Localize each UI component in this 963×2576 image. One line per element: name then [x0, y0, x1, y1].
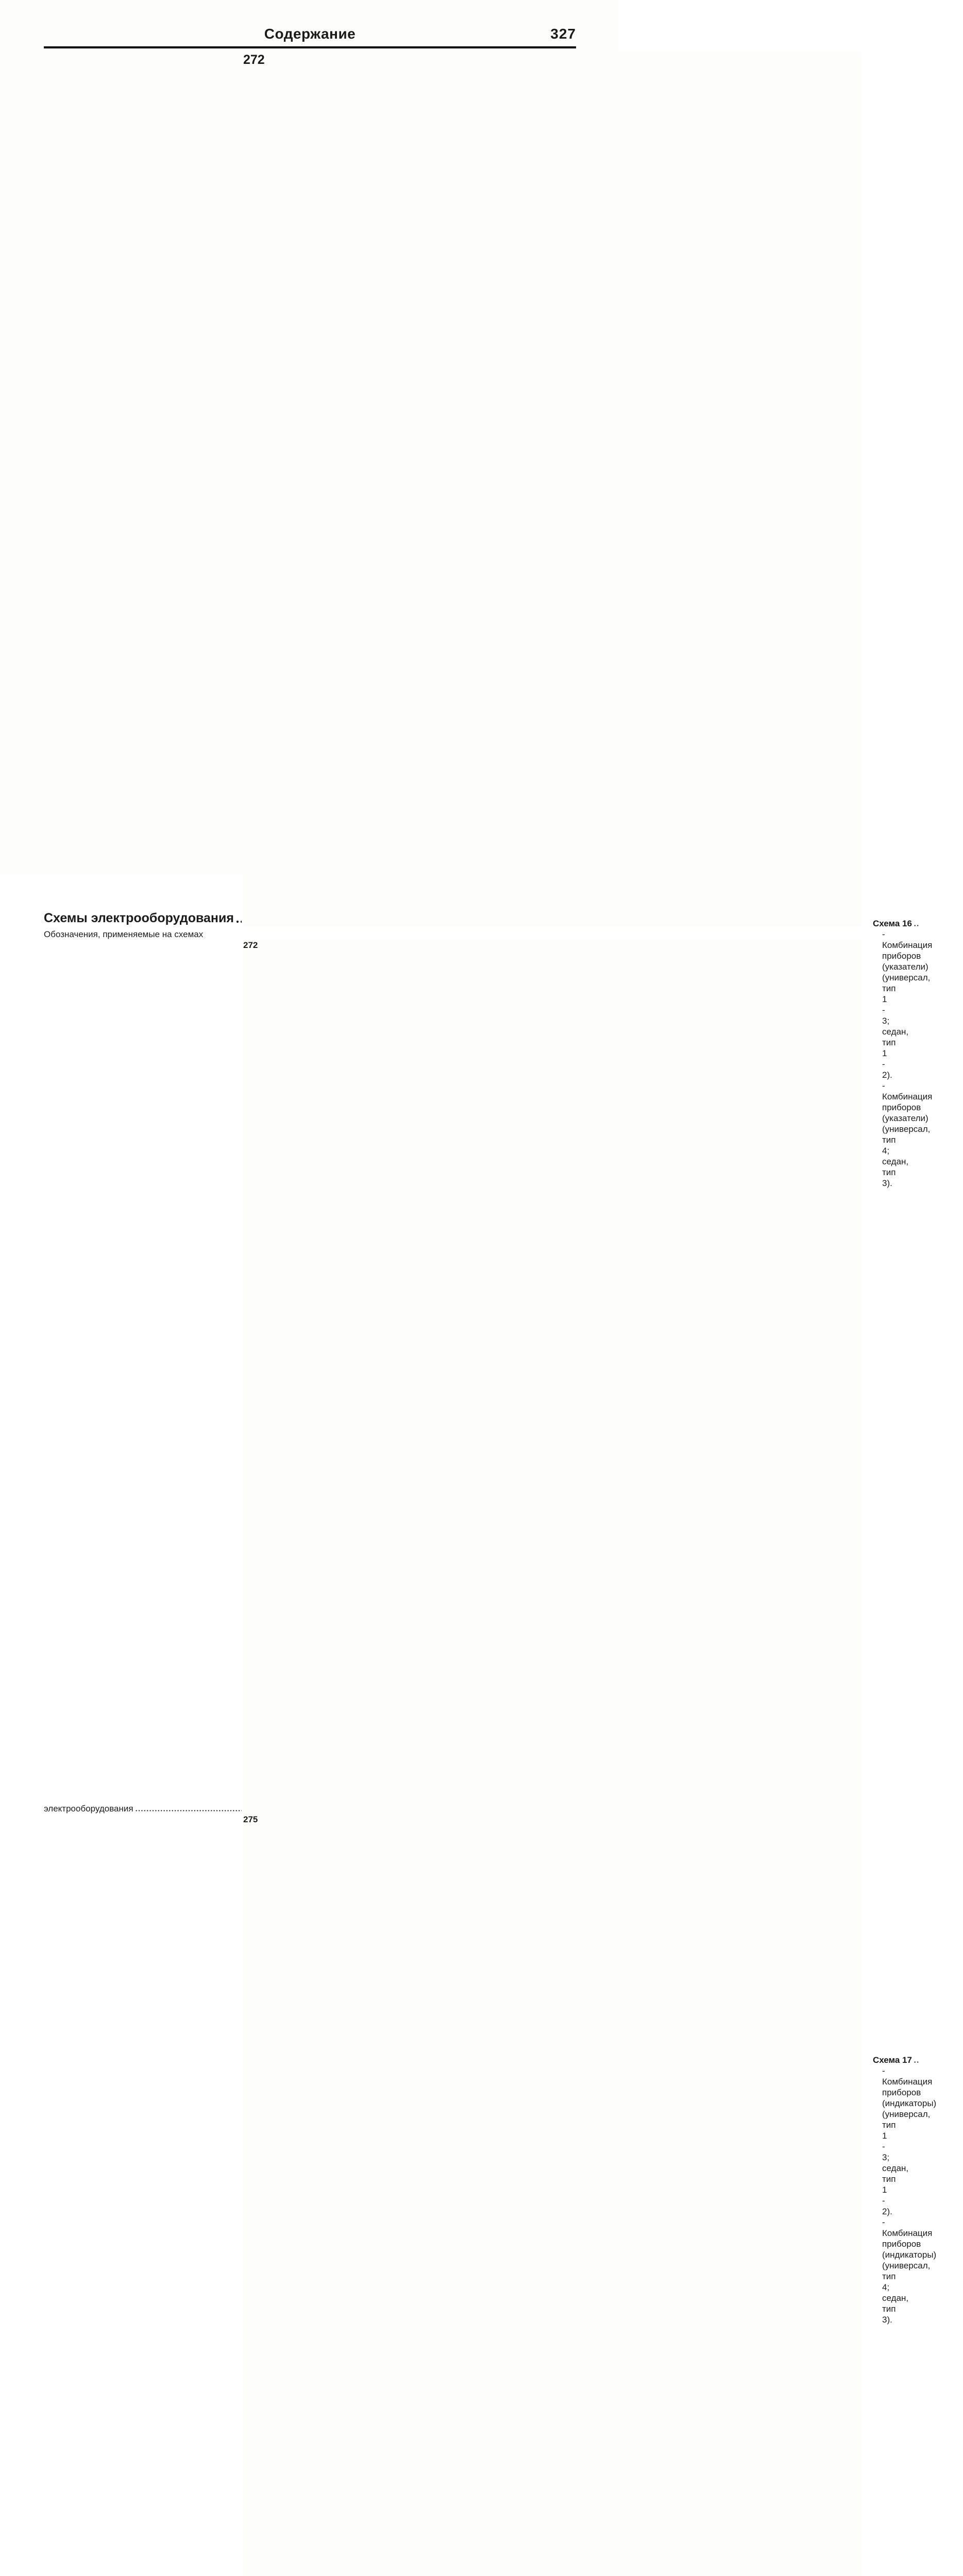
page-title: Содержание — [264, 26, 356, 42]
toc-item — [44, 52, 861, 926]
toc-entry-label: Схемы электрооборудования — [44, 911, 234, 925]
toc-page-ref: 272 — [243, 52, 861, 926]
toc-page-ref: 272 — [243, 940, 861, 1814]
page-number: 327 — [550, 26, 576, 42]
toc-column-left — [44, 52, 861, 2576]
toc-entry-row — [44, 1814, 861, 2576]
toc-entry-label: Схема 17 — [872, 2055, 912, 2065]
toc-entry-label: Обозначения, применяемые на схемах — [44, 929, 204, 939]
header-divider — [44, 46, 576, 48]
dot-leader — [914, 919, 920, 929]
dot-leader — [135, 1804, 242, 1814]
dot-leader — [914, 2055, 920, 2065]
toc-entry-row — [44, 940, 861, 1814]
toc-entry-label: Схема 16 — [872, 919, 912, 928]
toc-entry-row — [44, 52, 861, 926]
toc-page-ref: 275 — [243, 1814, 861, 2576]
dot-leader — [235, 911, 242, 926]
toc-item — [44, 929, 861, 1814]
toc-item — [44, 1814, 861, 2576]
toc-columns: Схемы электрооборудования 272 Обозначения, применяемые на схемах электрооборудования 272 275 Схема 16 - Комбинация приборов (указатели) (универсал, тип 1 - 3; седан, тип 1 - 2). - Комбинация приборов (указатели) (универсал, тип 4; седан, тип 3). Схема 17 - Комбинация приборов (индикаторы) (универсал, тип 1 - 3; седан, тип 1 - 2). - Комбинация приборов (индикаторы) (универсал, тип 4; седан, тип 3). — [44, 52, 576, 2576]
toc-entry-label: электрооборудования — [44, 1804, 133, 1814]
page-header — [44, 0, 576, 48]
